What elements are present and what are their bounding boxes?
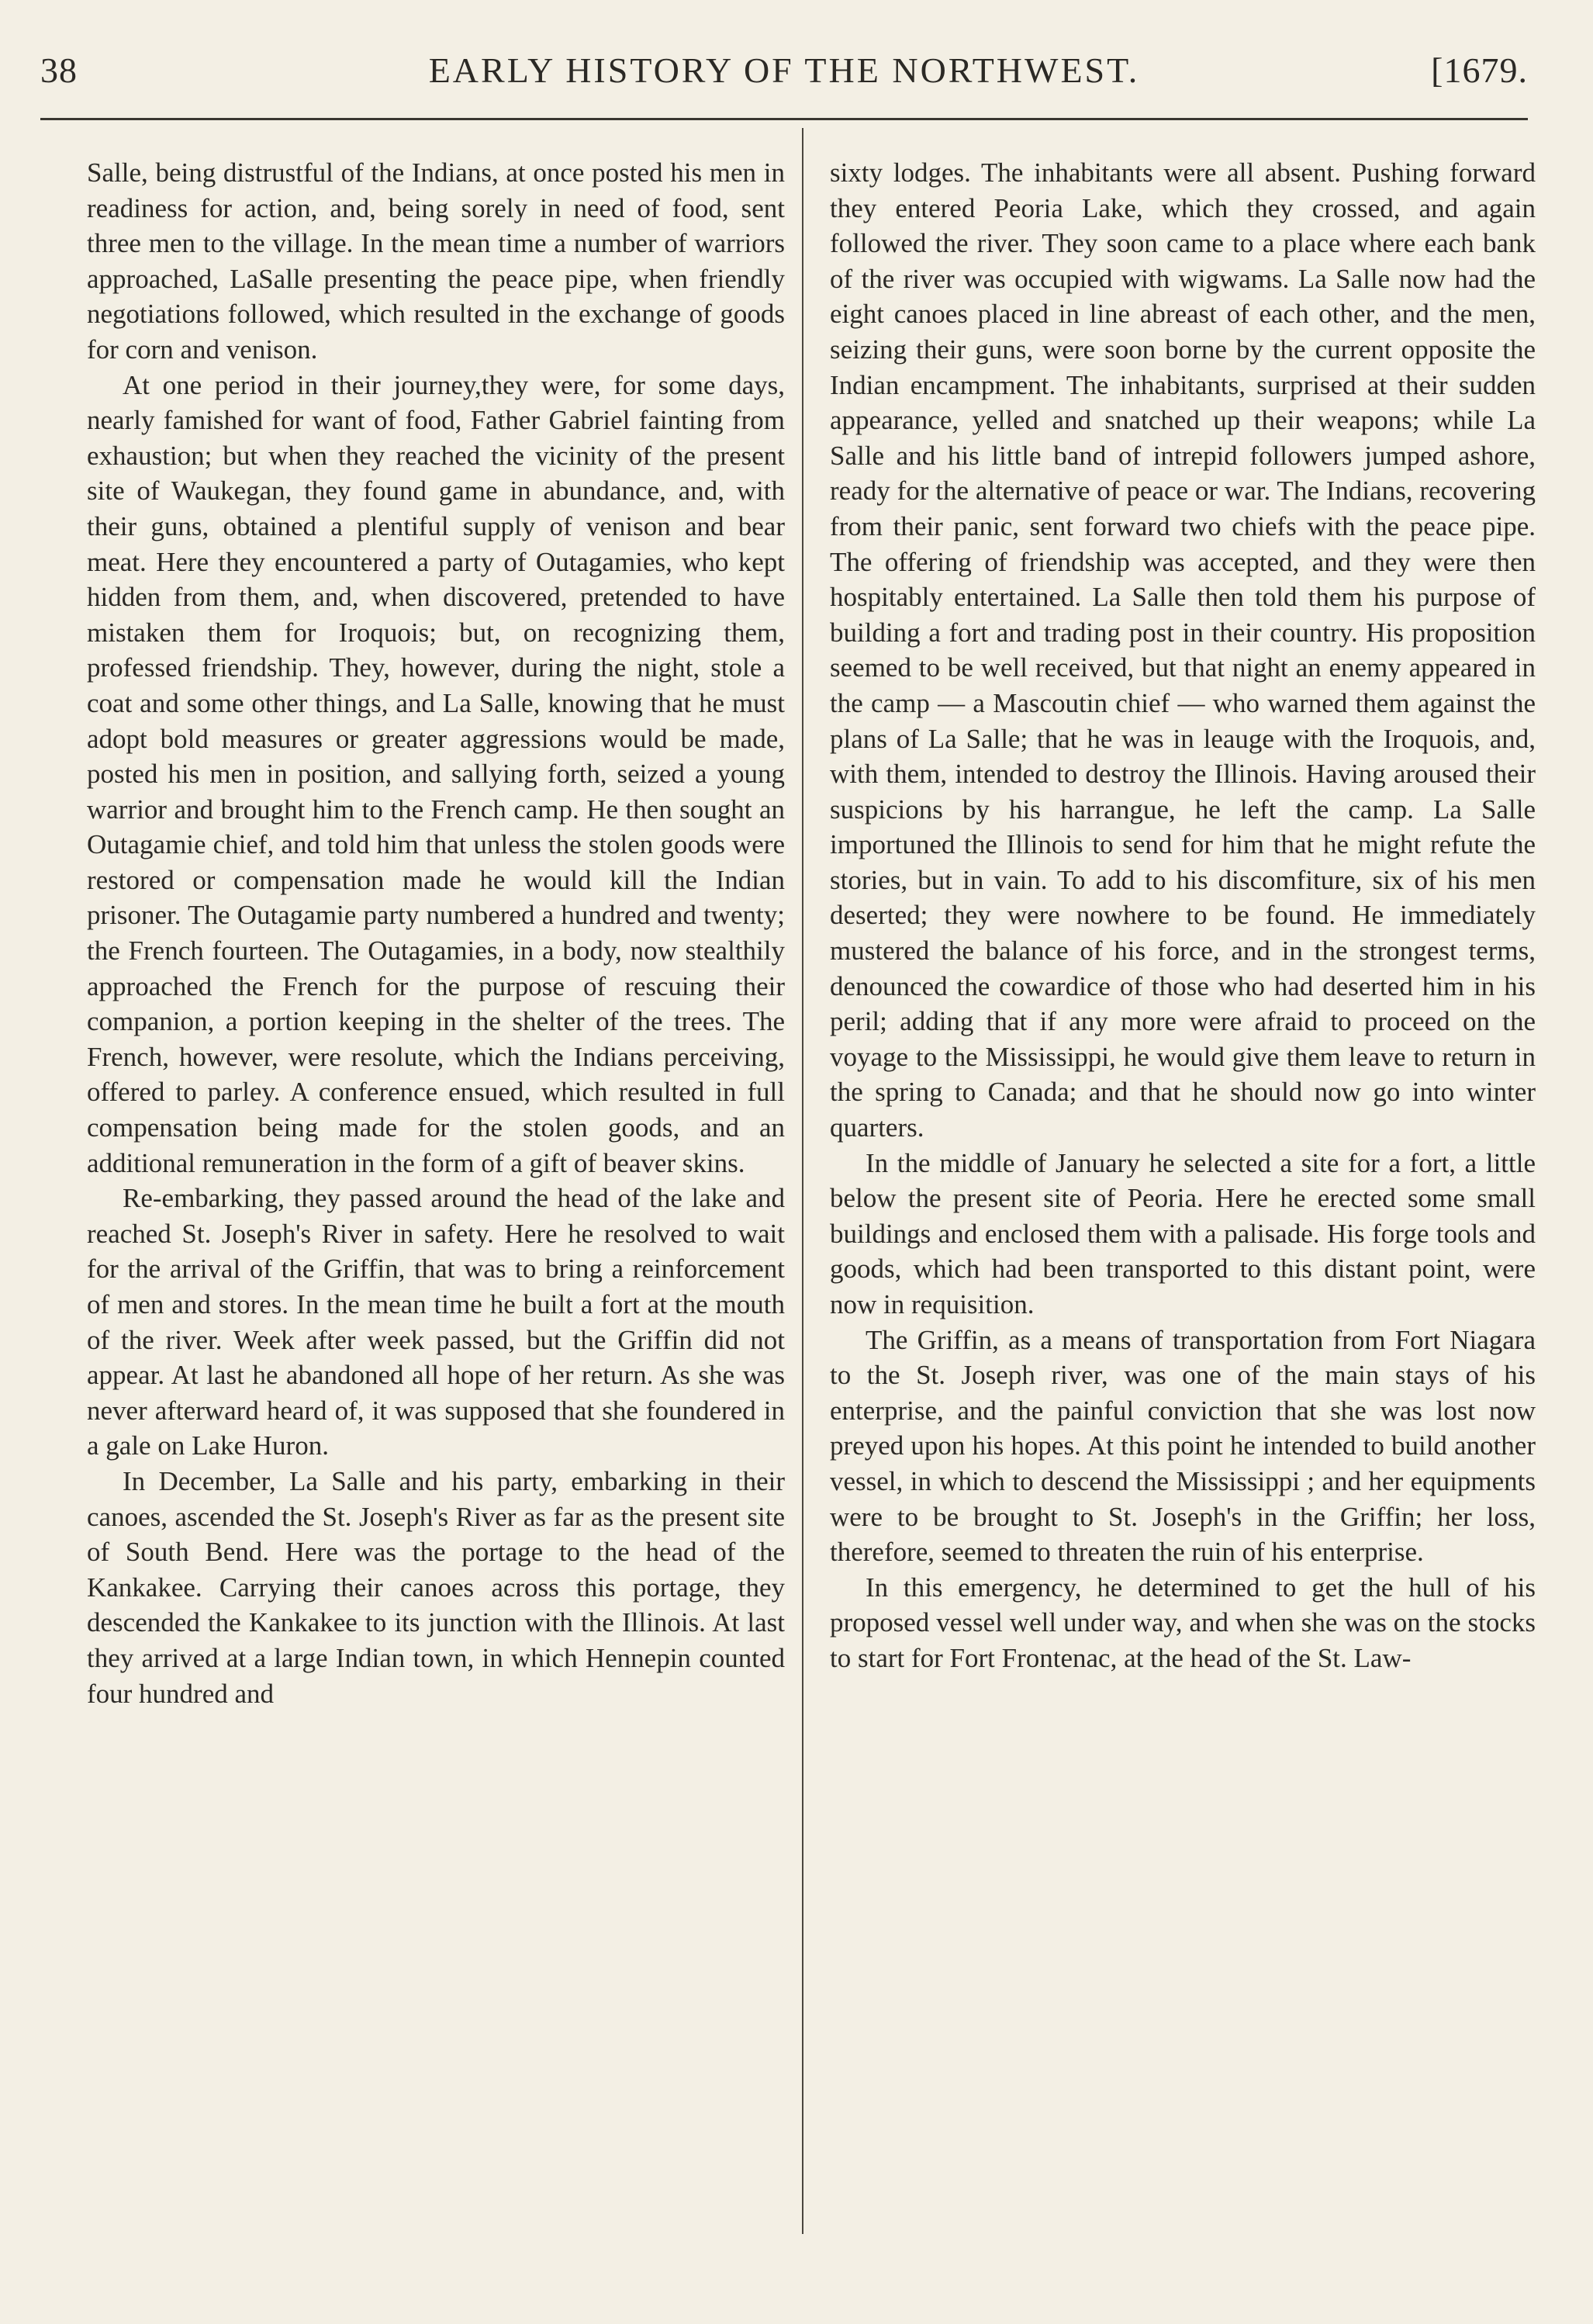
- paragraph: sixty lodges. The inhabitants were all absent. Pushing forward they entered Peoria Lake, which they crossed, and again followed the river. They soon came to a place where each bank of the river was occupied with wigwams. La Salle now had the eight canoes placed in line abreast of each other, and the men, seizing their guns, were soon borne by the current opposite the Indian encampment. The inhabitants, surprised at their sudden appearance, yelled and snatched up their weapons; while La Salle and his little band of intrepid followers jumped ashore, ready for the alternative of peace or war. The Indians, recovering from their panic, sent forward two chiefs with the peace pipe. The offering of friendship was accepted, and they were then hospitably entertained. La Salle then told them his purpose of building a fort and trading post in their country. His proposition seemed to be well received, but that night an enemy appeared in the camp — a Mascoutin chief — who warned them against the plans of La Salle; that he was in leauge with the Iroquois, and, with them, intended to destroy the Illinois. Having aroused their suspicions by his harrangue, he left the camp. La Salle importuned the Illinois to send for him that he might refute the stories, but in vain. To add to his discomfiture, six of his men deserted; they were nowhere to be found. He immediately mustered the balance of his force, and in the strongest terms, denounced the cowardice of those who had deserted him in his peril; adding that if any more were afraid to proceed on the voyage to the Mississippi, he would give them leave to return in the spring to Canada; and that he should now go into winter quarters.: [830, 157, 1536, 1143]
- paragraph: Re-embarking, they passed around the head of the lake and reached St. Joseph's River in safety. Here he resolved to wait for the arrival of the Griffin, that was to bring a reinforcement of men and stores. In the mean time he built a fort at the mouth of the river. Week after week passed, but the Griffin did not appear. At last he abandoned all hope of her return. As she was never afterward heard of, it was supposed that she foundered in a gale on Lake Huron.: [87, 1183, 785, 1461]
- paragraph: Salle, being distrustful of the Indians, at once posted his men in readiness for action, and, being sorely in need of food, sent three men to the village. In the mean time a number of warriors approached, LaSalle presenting the peace pipe, when friendly negotiations followed, which resulted in the exchange of goods for corn and venison.: [87, 157, 785, 365]
- paragraph: In this emergency, he determined to get the hull of his proposed vessel well under way, and when she was on the stocks to start for Fort Frontenac, at the head of the St. Law-: [830, 1572, 1536, 1673]
- running-title: EARLY HISTORY OF THE NORTHWEST.: [428, 50, 1140, 90]
- right-column: [830, 155, 1536, 1676]
- running-header: [40, 45, 1528, 99]
- left-column: [87, 155, 785, 1711]
- paragraph: At one period in their journey,they were, for some days, nearly famished for want of food, Father Gabriel fainting from exhaustion; but when they reached the vicinity of the present site of Waukegan, they found game in abundance, and, with their guns, obtained a plentiful supply of venison and bear meat. Here they encountered a party of Outagamies, who kept hidden from them, and, when discovered, pretended to have mistaken them for Iroquois; but, on recognizing them, professed friendship. They, however, during the night, stole a coat and some other things, and La Salle, knowing that he must adopt bold measures or greater aggressions would be made, posted his men in position, and sallying forth, seized a young warrior and brought him to the French camp. He then sought an Outagamie chief, and told him that unless the stolen goods were restored or compensation made he would kill the Indian prisoner. The Outagamie party numbered a hundred and twenty; the French fourteen. The Outagamies, in a body, now stealthily approached the French for the purpose of rescuing their companion, a portion keeping in the shelter of the trees. The French, however, were resolute, which the Indians perceiving, offered to parley. A conference ensued, which resulted in full compensation being made for the stolen goods, and an additional remuneration in the form of a gift of beaver skins.: [87, 369, 785, 1178]
- paragraph: In December, La Salle and his party, embarking in their canoes, ascended the St. Joseph's River as far as the present site of South Bend. Here was the portage to the head of the Kankakee. Carrying their canoes across this portage, they descended the Kankakee to its junction with the Illinois. At last they arrived at a large Indian town, in which Hennepin counted four hundred and: [87, 1465, 785, 1709]
- page-number: 38: [40, 50, 78, 90]
- paragraph: The Griffin, as a means of transportation from Fort Niagara to the St. Joseph river, was one of the main stays of his enterprise, and the painful conviction that she was lost now preyed upon his hopes. At this point he intended to build another vessel, in which to descend the Mississippi ; and her equipments were to be brought to St. Joseph's in the Griffin; her loss, therefore, seemed to threaten the ruin of his enterprise.: [830, 1324, 1536, 1568]
- year-marker: [1679.: [1431, 50, 1528, 90]
- column-divider: [802, 128, 803, 2234]
- header-rule: [40, 118, 1528, 120]
- paragraph: In the middle of January he selected a site for a fort, a little below the present site of Peoria. Here he erected some small buildings and enclosed them with a palisade. His forge tools and goods, which had been transported to this distant point, were now in requisition.: [830, 1147, 1536, 1319]
